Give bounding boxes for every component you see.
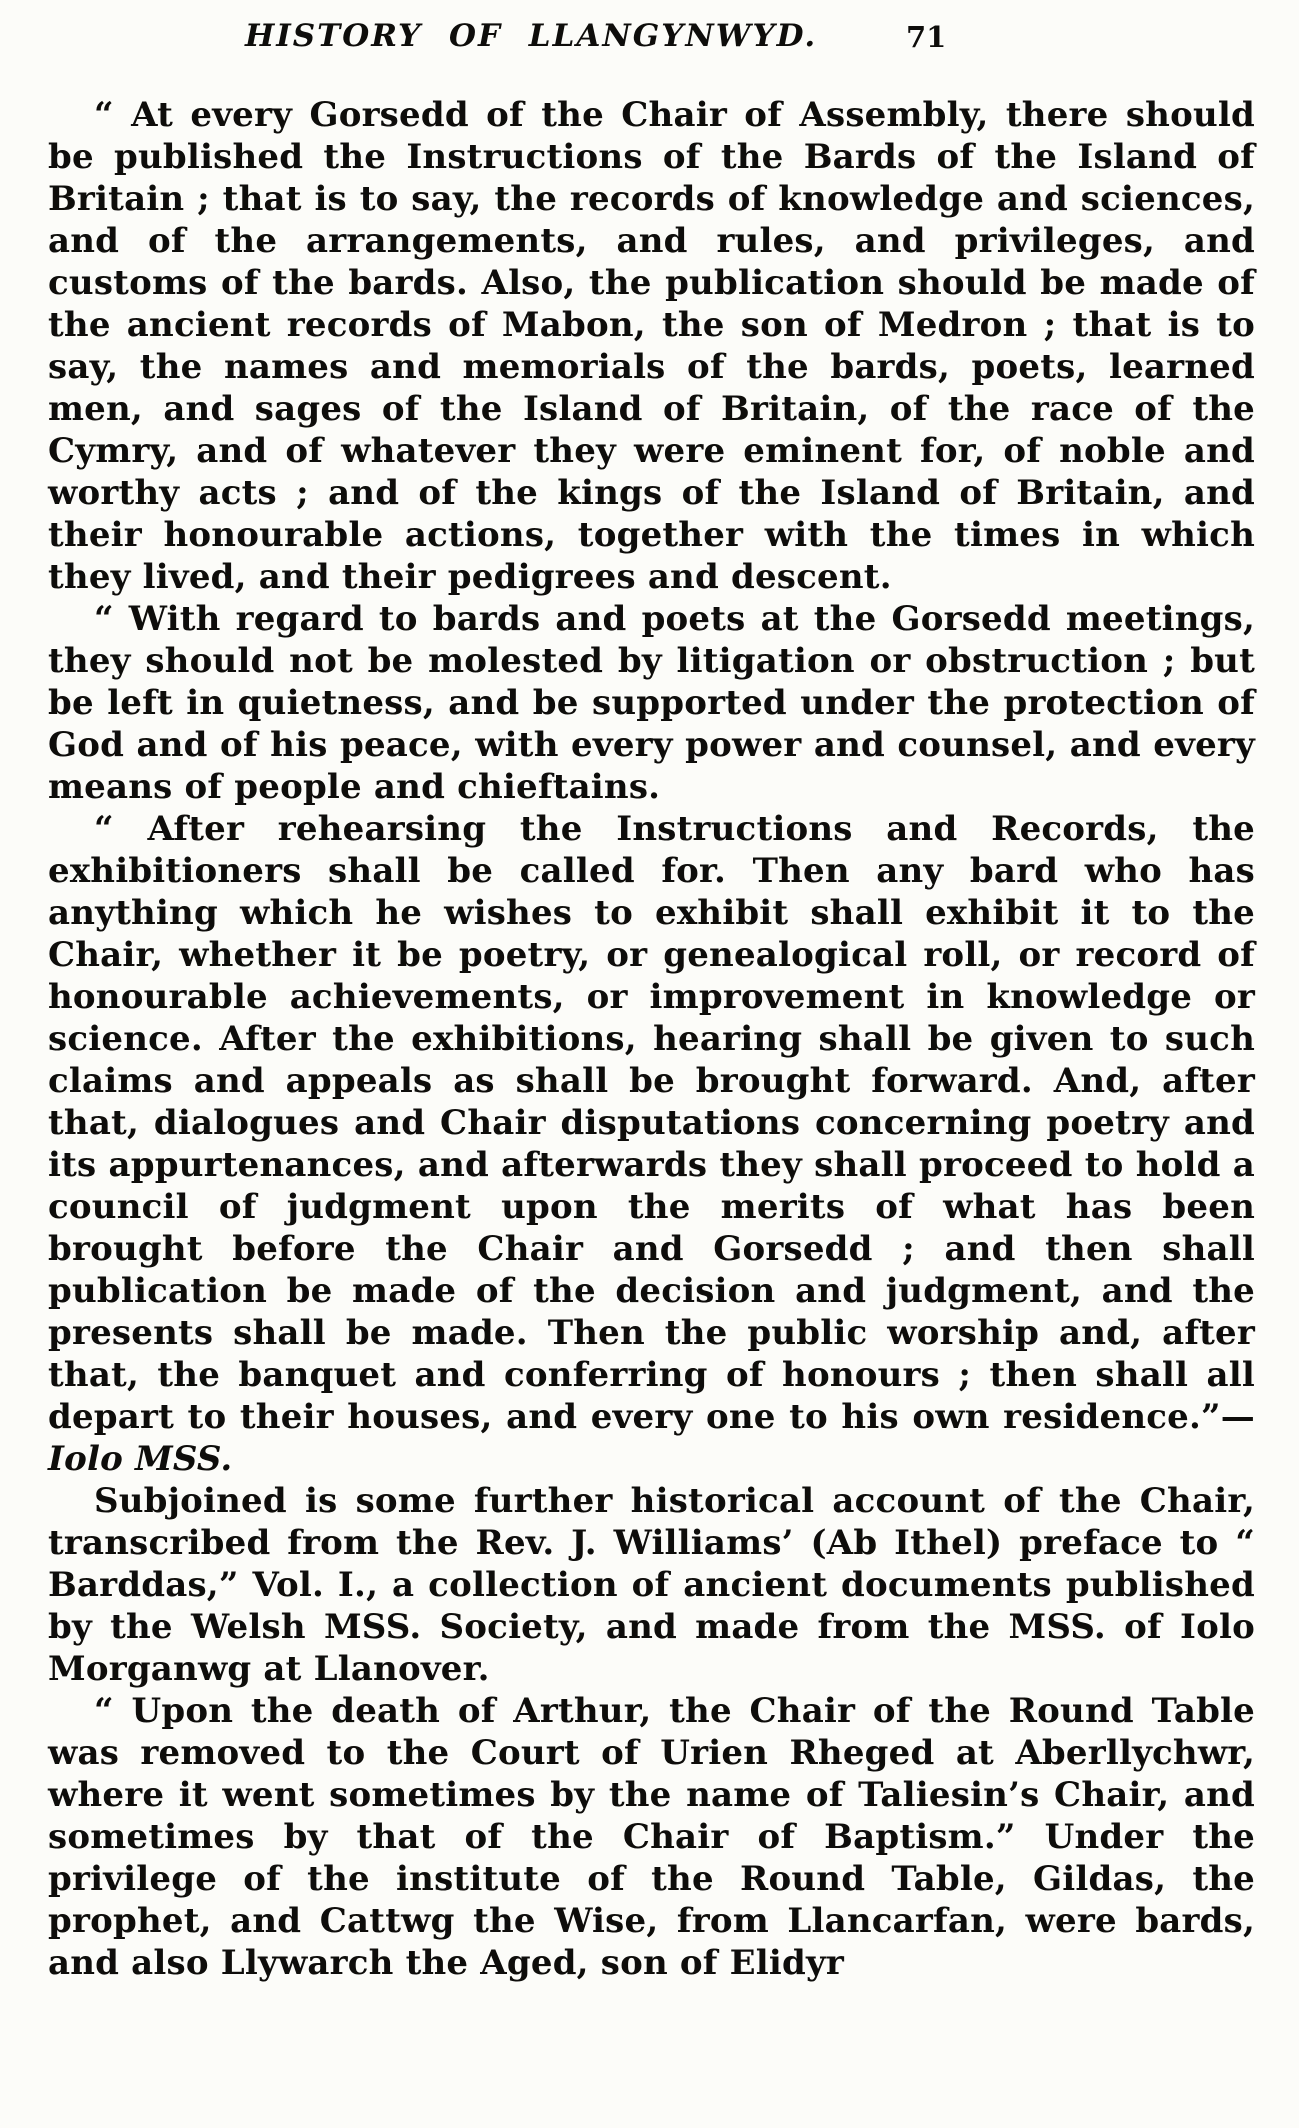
paragraph (48, 598, 1255, 808)
paragraph-text: “ At every Gorsedd of the Chair of Assembly, there should be published the Instructions of the Bards of the Island of Britain ; that is to say, the records of knowledge and sciences, and of the arrangements, and rules, and privileges, and customs of the bards. Also, the publication should be made of the ancient records of Mabon, the son of Medron ; that is to say, the names and memorials of the bards, poets, learned men, and sages of the Island of Britain, of the race of the Cymry, and of whatever they were eminent for, of noble and worthy acts ; and of the kings of the Island of Britain, and their honourable actions, together with the times in which they lived, and their pedigrees and descent. (48, 95, 1255, 597)
paragraph-text: “ After rehearsing the Instructions and Records, the exhibitioners shall be called for. Then any bard who has anything which he wishes to exhibit shall exhibit it to the Chair, whether it be poetry, or genealogical roll, or record of honourable achievements, or improvement in knowledge or science. After the exhibitions, hearing shall be given to such claims and appeals as shall be brought forward. And, after that, dialogues and Chair disputations concerning poetry and its appurtenances, and afterwards they shall proceed to hold a council of judgment upon the merits of what has been brought before the Chair and Gorsedd ; and then shall publication be made of the decision and judgment, and the presents shall be made. Then the public worship and, after that, the banquet and conferring of honours ; then shall all depart to their houses, and every one to his own residence.”— (48, 809, 1255, 1437)
paragraph (48, 1690, 1255, 1984)
paragraph (48, 808, 1255, 1480)
running-title: HISTORY OF LLANGYNWYD. (245, 18, 818, 54)
page-body (48, 94, 1255, 1984)
source-attribution: Iolo MSS. (48, 1439, 233, 1479)
paragraph-text: “ Upon the death of Arthur, the Chair of the Round Table was removed to the Court of Urien Rheged at Aberllychwr, where it went sometimes by the name of Taliesin’s Chair, and sometimes by that of the Chair of Baptism.” Under the privilege of the institute of the Round Table, Gildas, the prophet, and Cattwg the Wise, from Llancarfan, were bards, and also Llywarch the Aged, son of Elidyr (48, 1691, 1255, 1983)
paragraph-text: Subjoined is some further historical account of the Chair, transcribed from the Rev. J. Williams’ (Ab Ithel) preface to “ Barddas,” Vol. I., a collection of ancient documents published by the Welsh MSS. Society, and made from the MSS. of Iolo Morganwg at Llanover. (48, 1481, 1255, 1689)
paragraph (48, 1480, 1255, 1690)
paragraph-text: “ With regard to bards and poets at the Gorsedd meetings, they should not be molested by litigation or obstruction ; but be left in quietness, and be supported under the protection of God and of his peace, with every power and counsel, and every means of people and chieftains. (48, 599, 1255, 807)
page-header (48, 18, 1255, 80)
page-number: 71 (906, 20, 947, 54)
paragraph (48, 94, 1255, 598)
